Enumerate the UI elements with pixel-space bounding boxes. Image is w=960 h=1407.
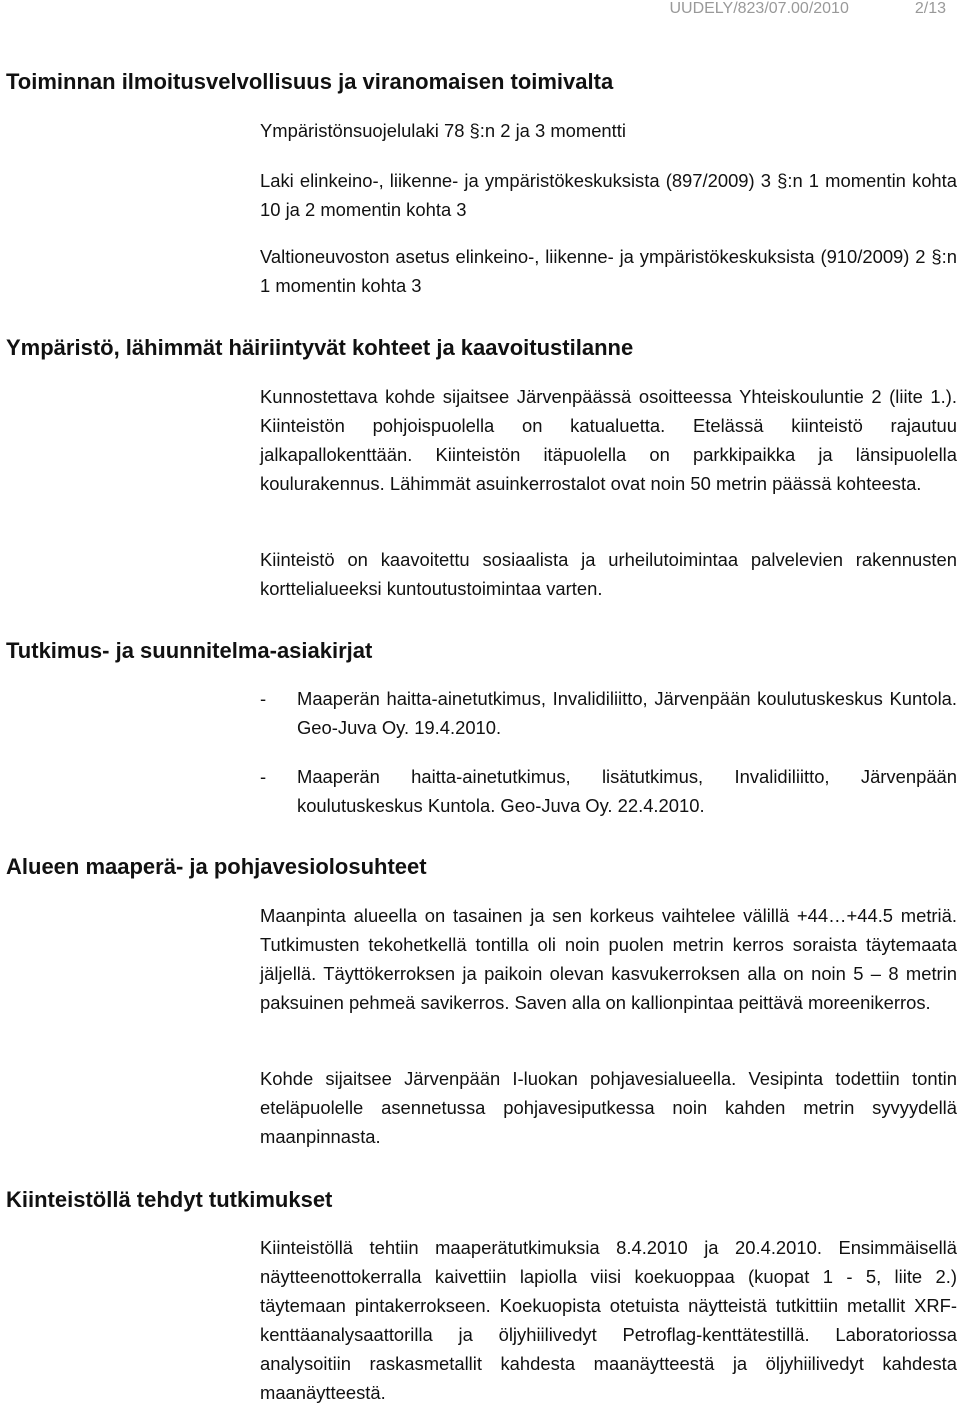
paragraph-ely-act: Laki elinkeino-, liikenne- ja ympäristökeskuksista (897/2009) 3 §:n 1 momentin kohta 10 ja 2 momentin kohta 3 bbox=[260, 170, 957, 220]
section-heading-authority: Toiminnan ilmoitusvelvollisuus ja viranomaisen toimivalta bbox=[6, 69, 614, 94]
list-bullet: - bbox=[260, 766, 267, 787]
list-bullet: - bbox=[260, 688, 267, 709]
paragraph-government-decree: Valtioneuvoston asetus elinkeino-, liikenne- ja ympäristökeskuksista (910/2009) 2 §:n 1 momentin kohta 3 bbox=[260, 246, 957, 296]
document-reference: UUDELY/823/07.00/2010 bbox=[669, 0, 849, 17]
section-heading-documents: Tutkimus- ja suunnitelma-asiakirjat bbox=[6, 638, 373, 663]
list-item bbox=[260, 684, 957, 742]
list-item-text: Maaperän haitta-ainetutkimus, Invalidiliitto, Järvenpään koulutuskeskus Kuntola. Geo-Juva Oy. 19.4.2010. bbox=[297, 688, 957, 738]
paragraph-environmental-protection-act: Ympäristönsuojelulaki 78 §:n 2 ja 3 momentti bbox=[260, 120, 626, 141]
section-heading-investigations: Kiinteistöllä tehdyt tutkimukset bbox=[6, 1187, 333, 1212]
section-heading-environment: Ympäristö, lähimmät häiriintyvät kohteet ja kaavoitustilanne bbox=[6, 335, 634, 360]
paragraph-zoning: Kiinteistö on kaavoitettu sosiaalista ja urheilutoimintaa palvelevien rakennusten korttelialueeksi kuntoutustoimintaa varten. bbox=[260, 549, 957, 599]
section-heading-soil-groundwater: Alueen maaperä- ja pohjavesiolosuhteet bbox=[6, 854, 427, 879]
page-header bbox=[669, 0, 946, 20]
paragraph-site-location: Kunnostettava kohde sijaitsee Järvenpäässä osoitteessa Yhteiskouluntie 2 (liite 1.). Kiinteistön pohjoispuolella on katualuetta. Etelässä kiinteistö rajautuu jalkapallokenttään. Kiinteistön itäpuolella on parkkipaikka ja länsipuolella koulurakennus. Lähimmät asuinkerrostalot ovat noin 50 metrin päässä kohteesta. bbox=[260, 386, 957, 494]
page-number: 2/13 bbox=[914, 0, 946, 17]
list-item bbox=[260, 762, 957, 820]
list-item-text: Maaperän haitta-ainetutkimus, lisätutkimus, Invalidiliitto, Järvenpään koulutuskeskus Kuntola. Geo-Juva Oy. 22.4.2010. bbox=[297, 766, 957, 816]
paragraph-investigations: Kiinteistöllä tehtiin maaperätutkimuksia 8.4.2010 ja 20.4.2010. Ensimmäisellä näytteenottokerralla kaivettiin lapiolla viisi koekuoppaa (kuopat 1 - 5, liite 2.) täytemaan pintakerrokseen. Koekuopista otetuista näytteistä tutkittiin metallit XRF-kenttäanalysaattorilla ja öljyhiilivedyt Petroflag-kenttätestillä. Laboratoriossa analysoitiin raskasmetallit kahdesta maanäytteestä ja öljyhiilivedyt kahdesta maanäytteestä. bbox=[260, 1237, 957, 1403]
paragraph-groundwater: Kohde sijaitsee Järvenpään I-luokan pohjavesialueella. Vesipinta todettiin tontin eteläpuolelle asennetussa pohjavesiputkessa noin kahden metrin syvyydellä maanpinnasta. bbox=[260, 1068, 957, 1147]
paragraph-soil: Maanpinta alueella on tasainen ja sen korkeus vaihtelee välillä +44…+44.5 metriä. Tutkimusten tekohetkellä tontilla oli noin puolen metrin kerros soraista täytemaata jäljellä. Täyttökerroksen ja paikoin olevan kasvukerroksen alla on noin 5 – 8 metrin paksuinen pehmeä savikerros. Saven alla on kallionpintaa peittävä moreenikerros. bbox=[260, 905, 957, 1013]
